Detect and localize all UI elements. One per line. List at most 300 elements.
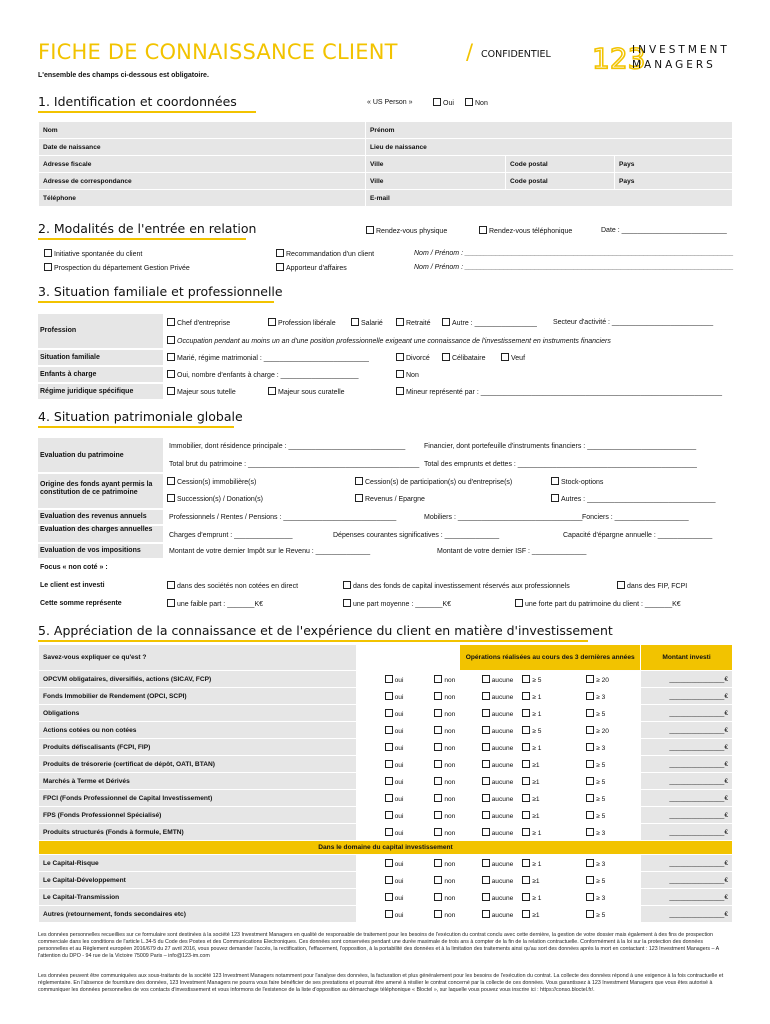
checkbox-icon[interactable] bbox=[434, 692, 442, 700]
option-label: non bbox=[444, 894, 456, 902]
isf-field[interactable]: Montant de votre dernier ISF : ______________ bbox=[437, 548, 587, 555]
checkbox-icon[interactable] bbox=[167, 581, 175, 589]
situation-label: Situation familiale bbox=[40, 354, 100, 361]
checkbox-icon[interactable] bbox=[586, 811, 594, 819]
level2-option[interactable] bbox=[582, 872, 641, 889]
checkbox-icon[interactable] bbox=[276, 249, 284, 257]
prof-rentes-field[interactable]: Professionnels / Rentes / Pensions : _____________________________ bbox=[169, 514, 397, 521]
checkbox-icon[interactable] bbox=[482, 859, 490, 867]
checkbox-icon[interactable] bbox=[276, 263, 284, 271]
checkbox-icon[interactable] bbox=[586, 675, 594, 683]
checkbox-icon[interactable] bbox=[167, 353, 175, 361]
operations-header: Opérations réalisées au cours des 3 dernières années bbox=[460, 645, 641, 671]
checkbox-icon[interactable] bbox=[586, 859, 594, 867]
checkbox-icon[interactable] bbox=[522, 811, 530, 819]
level1-option[interactable] bbox=[518, 739, 582, 756]
checkbox-icon[interactable] bbox=[385, 709, 393, 717]
level2-option[interactable] bbox=[582, 705, 641, 722]
revenus-epargne-option[interactable] bbox=[355, 494, 425, 503]
checkbox-icon[interactable] bbox=[343, 581, 351, 589]
checkbox-icon[interactable] bbox=[385, 876, 393, 884]
marie-label: Marié, régime matrimonial : ___________________________ bbox=[177, 355, 369, 362]
checkbox-icon[interactable] bbox=[434, 910, 442, 918]
checkbox-icon[interactable] bbox=[617, 581, 625, 589]
checkbox-icon[interactable] bbox=[501, 353, 509, 361]
non-option[interactable] bbox=[408, 671, 460, 688]
oui-option[interactable] bbox=[356, 889, 408, 906]
level2-option[interactable] bbox=[582, 855, 641, 872]
oui-option[interactable] bbox=[356, 671, 408, 688]
montant-field[interactable]: _______________€ bbox=[641, 722, 733, 739]
option-label: ≥1 bbox=[532, 795, 540, 803]
checkbox-icon[interactable] bbox=[167, 336, 175, 344]
option-label: ≥ 3 bbox=[596, 894, 606, 902]
checkbox-icon[interactable] bbox=[586, 760, 594, 768]
level1-option[interactable] bbox=[518, 872, 582, 889]
capacite-field[interactable]: Capacité d'épargne annuelle : ______________ bbox=[563, 532, 713, 539]
checkbox-icon[interactable] bbox=[434, 743, 442, 751]
checkbox-icon[interactable] bbox=[434, 811, 442, 819]
experience-row bbox=[39, 705, 733, 722]
checkbox-icon[interactable] bbox=[167, 477, 175, 485]
us-person-non[interactable] bbox=[465, 98, 488, 107]
checkbox-icon[interactable] bbox=[396, 318, 404, 326]
checkbox-icon[interactable] bbox=[522, 675, 530, 683]
aucune-option[interactable] bbox=[460, 790, 518, 807]
checkbox-icon[interactable] bbox=[385, 777, 393, 785]
checkbox-icon[interactable] bbox=[522, 726, 530, 734]
origine-label: Origine des fonds ayant permis la constitution de ce patrimoine bbox=[40, 481, 153, 496]
email-field[interactable]: E-mail bbox=[366, 190, 733, 207]
option-label: oui bbox=[394, 710, 404, 718]
checkbox-icon[interactable] bbox=[434, 893, 442, 901]
us-person-oui[interactable] bbox=[433, 98, 454, 107]
checkbox-icon[interactable] bbox=[482, 743, 490, 751]
checkbox-icon[interactable] bbox=[482, 675, 490, 683]
nom-prenom-field-1[interactable]: Nom / Prénom : _____________________________________________________________________ bbox=[414, 250, 734, 257]
checkbox-icon[interactable] bbox=[268, 318, 276, 326]
footer-legal-1: Les données personnelles recueillies sur ce formulaire sont destinées à la société 123 Investment Managers en qualité de responsable de traitement pour les besoins de l'exécution du contrat conclu avec cette dernière, la gestion de votre dossier mais également à des fins de prospection commerciale dans les conditions de l'article L.34-5 du Code des Postes et des Communications Electroniques. Ces données sont conservées pendant une durée maximale de trois ans à compter de la fin de la relation contractuelle. Conformément à la loi sur la protection des données personnelles et au Règlement européen 2016/679 du 27 avril 2016, vous pouvez demander l'accès, la rectification, l'effacement, l'opposition, à la portabilité des données et à la limitation des traitements ainsi qu'au sort des données après la mort en contactant : 123 Investment Managers – A l'attention du DPO - 94 rue de la Victoire 75009 Paris – info@123-im.com bbox=[38, 932, 719, 959]
checkbox-icon[interactable] bbox=[522, 743, 530, 751]
level1-option[interactable] bbox=[518, 688, 582, 705]
aucune-option[interactable] bbox=[460, 773, 518, 790]
level2-option[interactable] bbox=[582, 722, 641, 739]
checkbox-icon[interactable] bbox=[167, 370, 175, 378]
initiative-option[interactable] bbox=[44, 249, 142, 258]
aucune-option[interactable] bbox=[460, 906, 518, 923]
option-label: aucune bbox=[491, 727, 514, 735]
section-1-underline bbox=[38, 111, 256, 113]
aucune-option[interactable] bbox=[460, 705, 518, 722]
occupation-option[interactable] bbox=[167, 336, 611, 345]
non-option[interactable] bbox=[408, 790, 460, 807]
option-label: aucune bbox=[491, 744, 514, 752]
eval-charges-label: Evaluation des charges annuelles bbox=[40, 526, 153, 533]
checkbox-icon[interactable] bbox=[351, 318, 359, 326]
checkbox-icon[interactable] bbox=[522, 893, 530, 901]
montant-field[interactable]: _______________€ bbox=[641, 807, 733, 824]
checkbox-icon[interactable] bbox=[522, 876, 530, 884]
oui-option[interactable] bbox=[356, 824, 408, 841]
non-label: Non bbox=[475, 100, 488, 107]
rdv-telephone-option[interactable] bbox=[479, 226, 572, 235]
apporteur-option[interactable] bbox=[276, 263, 347, 272]
date-naissance-field[interactable]: Date de naissance bbox=[39, 139, 366, 156]
prospection-option[interactable] bbox=[44, 263, 190, 272]
checkbox-icon[interactable] bbox=[442, 353, 450, 361]
level2-option[interactable] bbox=[582, 906, 641, 923]
checkbox-icon[interactable] bbox=[167, 494, 175, 502]
checkbox-icon[interactable] bbox=[385, 811, 393, 819]
checkbox-icon[interactable] bbox=[482, 692, 490, 700]
checkbox-icon[interactable] bbox=[385, 893, 393, 901]
eval-impositions-label: Evaluation de vos impositions bbox=[40, 547, 141, 554]
retraite-label: Retraité bbox=[406, 320, 431, 327]
montant-field[interactable]: _______________€ bbox=[641, 756, 733, 773]
level1-option[interactable] bbox=[518, 790, 582, 807]
checkbox-icon[interactable] bbox=[515, 599, 523, 607]
checkbox-icon[interactable] bbox=[522, 859, 530, 867]
checkbox-icon[interactable] bbox=[482, 811, 490, 819]
product-label: Obligations bbox=[39, 705, 357, 722]
chef-option[interactable] bbox=[167, 318, 230, 327]
section-2-title: 2. Modalités de l'entrée en relation bbox=[38, 221, 257, 236]
apporteur-label: Apporteur d'affaires bbox=[286, 265, 347, 272]
oui-option[interactable] bbox=[356, 722, 408, 739]
retraite-option[interactable] bbox=[396, 318, 431, 327]
checkbox-icon[interactable] bbox=[396, 387, 404, 395]
aucune-option[interactable] bbox=[460, 688, 518, 705]
checkbox-icon[interactable] bbox=[355, 477, 363, 485]
montant-field[interactable]: _______________€ bbox=[641, 855, 733, 872]
checkbox-icon[interactable] bbox=[482, 777, 490, 785]
checkbox-icon[interactable] bbox=[434, 760, 442, 768]
identification-grid bbox=[38, 121, 733, 207]
rdv-physique-option[interactable] bbox=[366, 226, 447, 235]
checkbox-icon[interactable] bbox=[442, 318, 450, 326]
date-field[interactable]: Date : ___________________________ bbox=[601, 227, 727, 234]
level2-option[interactable] bbox=[582, 824, 641, 841]
checkbox-icon[interactable] bbox=[482, 709, 490, 717]
mobiliers-field[interactable]: Mobiliers : ________________________________ bbox=[424, 514, 583, 521]
non-option[interactable] bbox=[408, 824, 460, 841]
succession-option[interactable] bbox=[167, 494, 263, 503]
option-label: oui bbox=[394, 795, 404, 803]
level2-option[interactable] bbox=[582, 756, 641, 773]
checkbox-icon[interactable] bbox=[434, 675, 442, 683]
level1-option[interactable] bbox=[518, 705, 582, 722]
regime-label: Régime juridique spécifique bbox=[40, 388, 134, 395]
autres-option[interactable] bbox=[551, 494, 716, 503]
option-label: ≥ 5 bbox=[596, 877, 606, 885]
adresse-fiscale-field[interactable]: Adresse fiscale bbox=[39, 156, 366, 173]
checkbox-icon[interactable] bbox=[434, 859, 442, 867]
pays-corresp-field[interactable]: Pays bbox=[615, 173, 733, 190]
non-option[interactable] bbox=[408, 705, 460, 722]
marie-option[interactable] bbox=[167, 353, 369, 362]
oui-option[interactable] bbox=[356, 807, 408, 824]
checkbox-icon[interactable] bbox=[434, 876, 442, 884]
checkbox-icon[interactable] bbox=[385, 760, 393, 768]
total-brut-field[interactable]: Total brut du patrimoine : ____________________________________________ bbox=[169, 461, 420, 468]
checkbox-icon[interactable] bbox=[522, 777, 530, 785]
checkbox-icon[interactable] bbox=[586, 709, 594, 717]
adresse-correspondance-field[interactable]: Adresse de correspondance bbox=[39, 173, 366, 190]
section-2-underline bbox=[38, 238, 246, 240]
checkbox-icon[interactable] bbox=[434, 777, 442, 785]
checkbox-icon[interactable] bbox=[433, 98, 441, 106]
option-label: aucune bbox=[491, 693, 514, 701]
checkbox-icon[interactable] bbox=[586, 777, 594, 785]
tutelle-option[interactable] bbox=[167, 387, 236, 396]
montant-field[interactable]: _______________€ bbox=[641, 705, 733, 722]
level1-option[interactable] bbox=[518, 855, 582, 872]
product-label: Le Capital-Transmission bbox=[39, 889, 357, 906]
level2-option[interactable] bbox=[582, 773, 641, 790]
secteur-field[interactable]: Secteur d'activité : __________________________ bbox=[553, 319, 714, 326]
cession-part-option[interactable] bbox=[355, 477, 512, 486]
societes-option[interactable] bbox=[167, 581, 298, 590]
aucune-option[interactable] bbox=[460, 739, 518, 756]
montant-field[interactable]: _______________€ bbox=[641, 790, 733, 807]
prenom-field[interactable]: Prénom bbox=[366, 122, 733, 139]
level2-option[interactable] bbox=[582, 790, 641, 807]
fonds-capital-option[interactable] bbox=[343, 581, 570, 590]
non-option[interactable] bbox=[408, 739, 460, 756]
checkbox-icon[interactable] bbox=[385, 726, 393, 734]
oui-option[interactable] bbox=[356, 906, 408, 923]
section-1-title: 1. Identification et coordonnées bbox=[38, 94, 237, 109]
checkbox-icon[interactable] bbox=[482, 794, 490, 802]
non-option[interactable] bbox=[408, 773, 460, 790]
checkbox-icon[interactable] bbox=[385, 675, 393, 683]
checkbox-icon[interactable] bbox=[385, 859, 393, 867]
checkbox-icon[interactable] bbox=[396, 370, 404, 378]
checkbox-icon[interactable] bbox=[434, 709, 442, 717]
level1-option[interactable] bbox=[518, 722, 582, 739]
liberale-option[interactable] bbox=[268, 318, 336, 327]
checkbox-icon[interactable] bbox=[586, 743, 594, 751]
telephone-field[interactable]: Téléphone bbox=[39, 190, 366, 207]
checkbox-icon[interactable] bbox=[385, 910, 393, 918]
montant-field[interactable]: _______________€ bbox=[641, 671, 733, 688]
product-label: Actions cotées ou non cotées bbox=[39, 722, 357, 739]
stock-option[interactable] bbox=[551, 477, 603, 486]
us-person-label: « US Person » bbox=[367, 99, 413, 106]
salarie-option[interactable] bbox=[351, 318, 383, 327]
fip-option[interactable] bbox=[617, 581, 687, 590]
checkbox-icon[interactable] bbox=[586, 893, 594, 901]
non-option[interactable] bbox=[408, 855, 460, 872]
charges-emprunt-field[interactable]: Charges d'emprunt : _______________ bbox=[169, 532, 293, 539]
oui-option[interactable] bbox=[356, 855, 408, 872]
impot-field[interactable]: Montant de votre dernier Impôt sur le Revenu : ______________ bbox=[169, 548, 371, 555]
checkbox-icon[interactable] bbox=[586, 692, 594, 700]
checkbox-icon[interactable] bbox=[44, 249, 52, 257]
code-postal-field[interactable]: Code postal bbox=[506, 156, 615, 173]
checkbox-icon[interactable] bbox=[434, 828, 442, 836]
oui-option[interactable] bbox=[356, 773, 408, 790]
experience-row bbox=[39, 872, 733, 889]
aucune-option[interactable] bbox=[460, 756, 518, 773]
checkbox-icon[interactable] bbox=[551, 477, 559, 485]
aucune-option[interactable] bbox=[460, 855, 518, 872]
total-emprunts-field[interactable]: Total des emprunts et dettes : ______________________________________________ bbox=[424, 461, 697, 468]
level1-option[interactable] bbox=[518, 807, 582, 824]
option-label: non bbox=[444, 778, 456, 786]
depenses-field[interactable]: Dépenses courantes significatives : ______________ bbox=[333, 532, 500, 539]
oui-option[interactable] bbox=[356, 688, 408, 705]
enfants-non-option[interactable] bbox=[396, 370, 419, 379]
checkbox-icon[interactable] bbox=[167, 387, 175, 395]
mineur-option[interactable] bbox=[396, 387, 722, 396]
checkbox-icon[interactable] bbox=[482, 760, 490, 768]
level2-option[interactable] bbox=[582, 739, 641, 756]
montant-field[interactable]: _______________€ bbox=[641, 824, 733, 841]
level1-option[interactable] bbox=[518, 756, 582, 773]
checkbox-icon[interactable] bbox=[396, 353, 404, 361]
non-option[interactable] bbox=[408, 756, 460, 773]
level1-option[interactable] bbox=[518, 824, 582, 841]
immobilier-field[interactable]: Immobilier, dont résidence principale : ______________________________ bbox=[169, 443, 406, 450]
checkbox-icon[interactable] bbox=[586, 876, 594, 884]
checkbox-icon[interactable] bbox=[482, 726, 490, 734]
checkbox-icon[interactable] bbox=[385, 828, 393, 836]
profession-label: Profession bbox=[40, 327, 77, 334]
level1-option[interactable] bbox=[518, 671, 582, 688]
checkbox-icon[interactable] bbox=[482, 828, 490, 836]
montant-field[interactable]: _______________€ bbox=[641, 773, 733, 790]
code-postal-corresp-field[interactable]: Code postal bbox=[506, 173, 615, 190]
product-label: Autres (retournement, fonds secondaires etc) bbox=[39, 906, 357, 923]
oui-option[interactable] bbox=[356, 872, 408, 889]
checkbox-icon[interactable] bbox=[482, 876, 490, 884]
checkbox-icon[interactable] bbox=[522, 828, 530, 836]
checkbox-icon[interactable] bbox=[385, 743, 393, 751]
checkbox-icon[interactable] bbox=[586, 726, 594, 734]
moyenne-option[interactable] bbox=[343, 599, 451, 608]
veuf-option[interactable] bbox=[501, 353, 525, 362]
enfants-oui-option[interactable] bbox=[167, 370, 359, 379]
nom-field[interactable]: Nom bbox=[39, 122, 366, 139]
forte-option[interactable] bbox=[515, 599, 681, 608]
level2-option[interactable] bbox=[582, 889, 641, 906]
cession-immo-option[interactable] bbox=[167, 477, 256, 486]
financier-field[interactable]: Financier, dont portefeuille d'instruments financiers : ____________________________ bbox=[424, 443, 697, 450]
oui-option[interactable] bbox=[356, 790, 408, 807]
divorce-option[interactable] bbox=[396, 353, 430, 362]
succession-label: Succession(s) / Donation(s) bbox=[177, 496, 263, 503]
section-4-underline bbox=[38, 426, 234, 428]
checkbox-icon[interactable] bbox=[482, 910, 490, 918]
level2-option[interactable] bbox=[582, 671, 641, 688]
montant-field[interactable]: _______________€ bbox=[641, 872, 733, 889]
oui-option[interactable] bbox=[356, 739, 408, 756]
montant-field[interactable]: _______________€ bbox=[641, 906, 733, 923]
checkbox-icon[interactable] bbox=[44, 263, 52, 271]
ville-field[interactable]: Ville bbox=[366, 156, 506, 173]
tutelle-label: Majeur sous tutelle bbox=[177, 389, 236, 396]
faible-label: une faible part : _______K€ bbox=[177, 601, 264, 608]
oui-option[interactable] bbox=[356, 705, 408, 722]
option-label: oui bbox=[394, 860, 404, 868]
checkbox-icon[interactable] bbox=[522, 910, 530, 918]
level2-option[interactable] bbox=[582, 688, 641, 705]
checkbox-icon[interactable] bbox=[479, 226, 487, 234]
checkbox-icon[interactable] bbox=[343, 599, 351, 607]
checkbox-icon[interactable] bbox=[522, 760, 530, 768]
checkbox-icon[interactable] bbox=[482, 893, 490, 901]
checkbox-icon[interactable] bbox=[522, 794, 530, 802]
option-label: ≥ 5 bbox=[532, 676, 542, 684]
curatelle-option[interactable] bbox=[268, 387, 345, 396]
checkbox-icon[interactable] bbox=[385, 692, 393, 700]
checkbox-icon[interactable] bbox=[586, 794, 594, 802]
non-option[interactable] bbox=[408, 688, 460, 705]
non-option[interactable] bbox=[408, 807, 460, 824]
nom-prenom-field-2[interactable]: Nom / Prénom : _____________________________________________________________________ bbox=[414, 264, 734, 271]
fonciers-field[interactable]: Fonciers : ___________________ bbox=[582, 514, 689, 521]
checkbox-icon[interactable] bbox=[522, 692, 530, 700]
montant-field[interactable]: _______________€ bbox=[641, 889, 733, 906]
aucune-option[interactable] bbox=[460, 722, 518, 739]
level2-option[interactable] bbox=[582, 807, 641, 824]
celibataire-option[interactable] bbox=[442, 353, 485, 362]
checkbox-icon[interactable] bbox=[465, 98, 473, 106]
checkbox-icon[interactable] bbox=[167, 318, 175, 326]
checkbox-icon[interactable] bbox=[522, 709, 530, 717]
level1-option[interactable] bbox=[518, 773, 582, 790]
checkbox-icon[interactable] bbox=[434, 726, 442, 734]
non-option[interactable] bbox=[408, 906, 460, 923]
montant-field[interactable]: _______________€ bbox=[641, 688, 733, 705]
checkbox-icon[interactable] bbox=[167, 599, 175, 607]
checkbox-icon[interactable] bbox=[586, 828, 594, 836]
option-label: ≥ 1 bbox=[532, 710, 542, 718]
option-label: ≥ 1 bbox=[532, 744, 542, 752]
lieu-naissance-field[interactable]: Lieu de naissance bbox=[366, 139, 733, 156]
non-option[interactable] bbox=[408, 889, 460, 906]
non-option[interactable] bbox=[408, 872, 460, 889]
checkbox-icon[interactable] bbox=[268, 387, 276, 395]
option-label: oui bbox=[394, 744, 404, 752]
aucune-option[interactable] bbox=[460, 824, 518, 841]
checkbox-icon[interactable] bbox=[385, 794, 393, 802]
autre-option[interactable] bbox=[442, 318, 537, 327]
aucune-option[interactable] bbox=[460, 889, 518, 906]
recommandation-option[interactable] bbox=[276, 249, 374, 258]
autres-label: Autres : _________________________________ bbox=[561, 496, 716, 503]
option-label: non bbox=[444, 860, 456, 868]
ville-corresp-field[interactable]: Ville bbox=[366, 173, 506, 190]
aucune-option[interactable] bbox=[460, 807, 518, 824]
pays-field[interactable]: Pays bbox=[615, 156, 733, 173]
oui-option[interactable] bbox=[356, 756, 408, 773]
aucune-option[interactable] bbox=[460, 671, 518, 688]
somme-label: Cette somme représente bbox=[40, 600, 122, 607]
checkbox-icon[interactable] bbox=[434, 794, 442, 802]
checkbox-icon[interactable] bbox=[551, 494, 559, 502]
level1-option[interactable] bbox=[518, 889, 582, 906]
checkbox-icon[interactable] bbox=[586, 910, 594, 918]
level1-option[interactable] bbox=[518, 906, 582, 923]
checkbox-icon[interactable] bbox=[366, 226, 374, 234]
aucune-option[interactable] bbox=[460, 872, 518, 889]
montant-field[interactable]: _______________€ bbox=[641, 739, 733, 756]
faible-option[interactable] bbox=[167, 599, 263, 608]
non-option[interactable] bbox=[408, 722, 460, 739]
checkbox-icon[interactable] bbox=[355, 494, 363, 502]
